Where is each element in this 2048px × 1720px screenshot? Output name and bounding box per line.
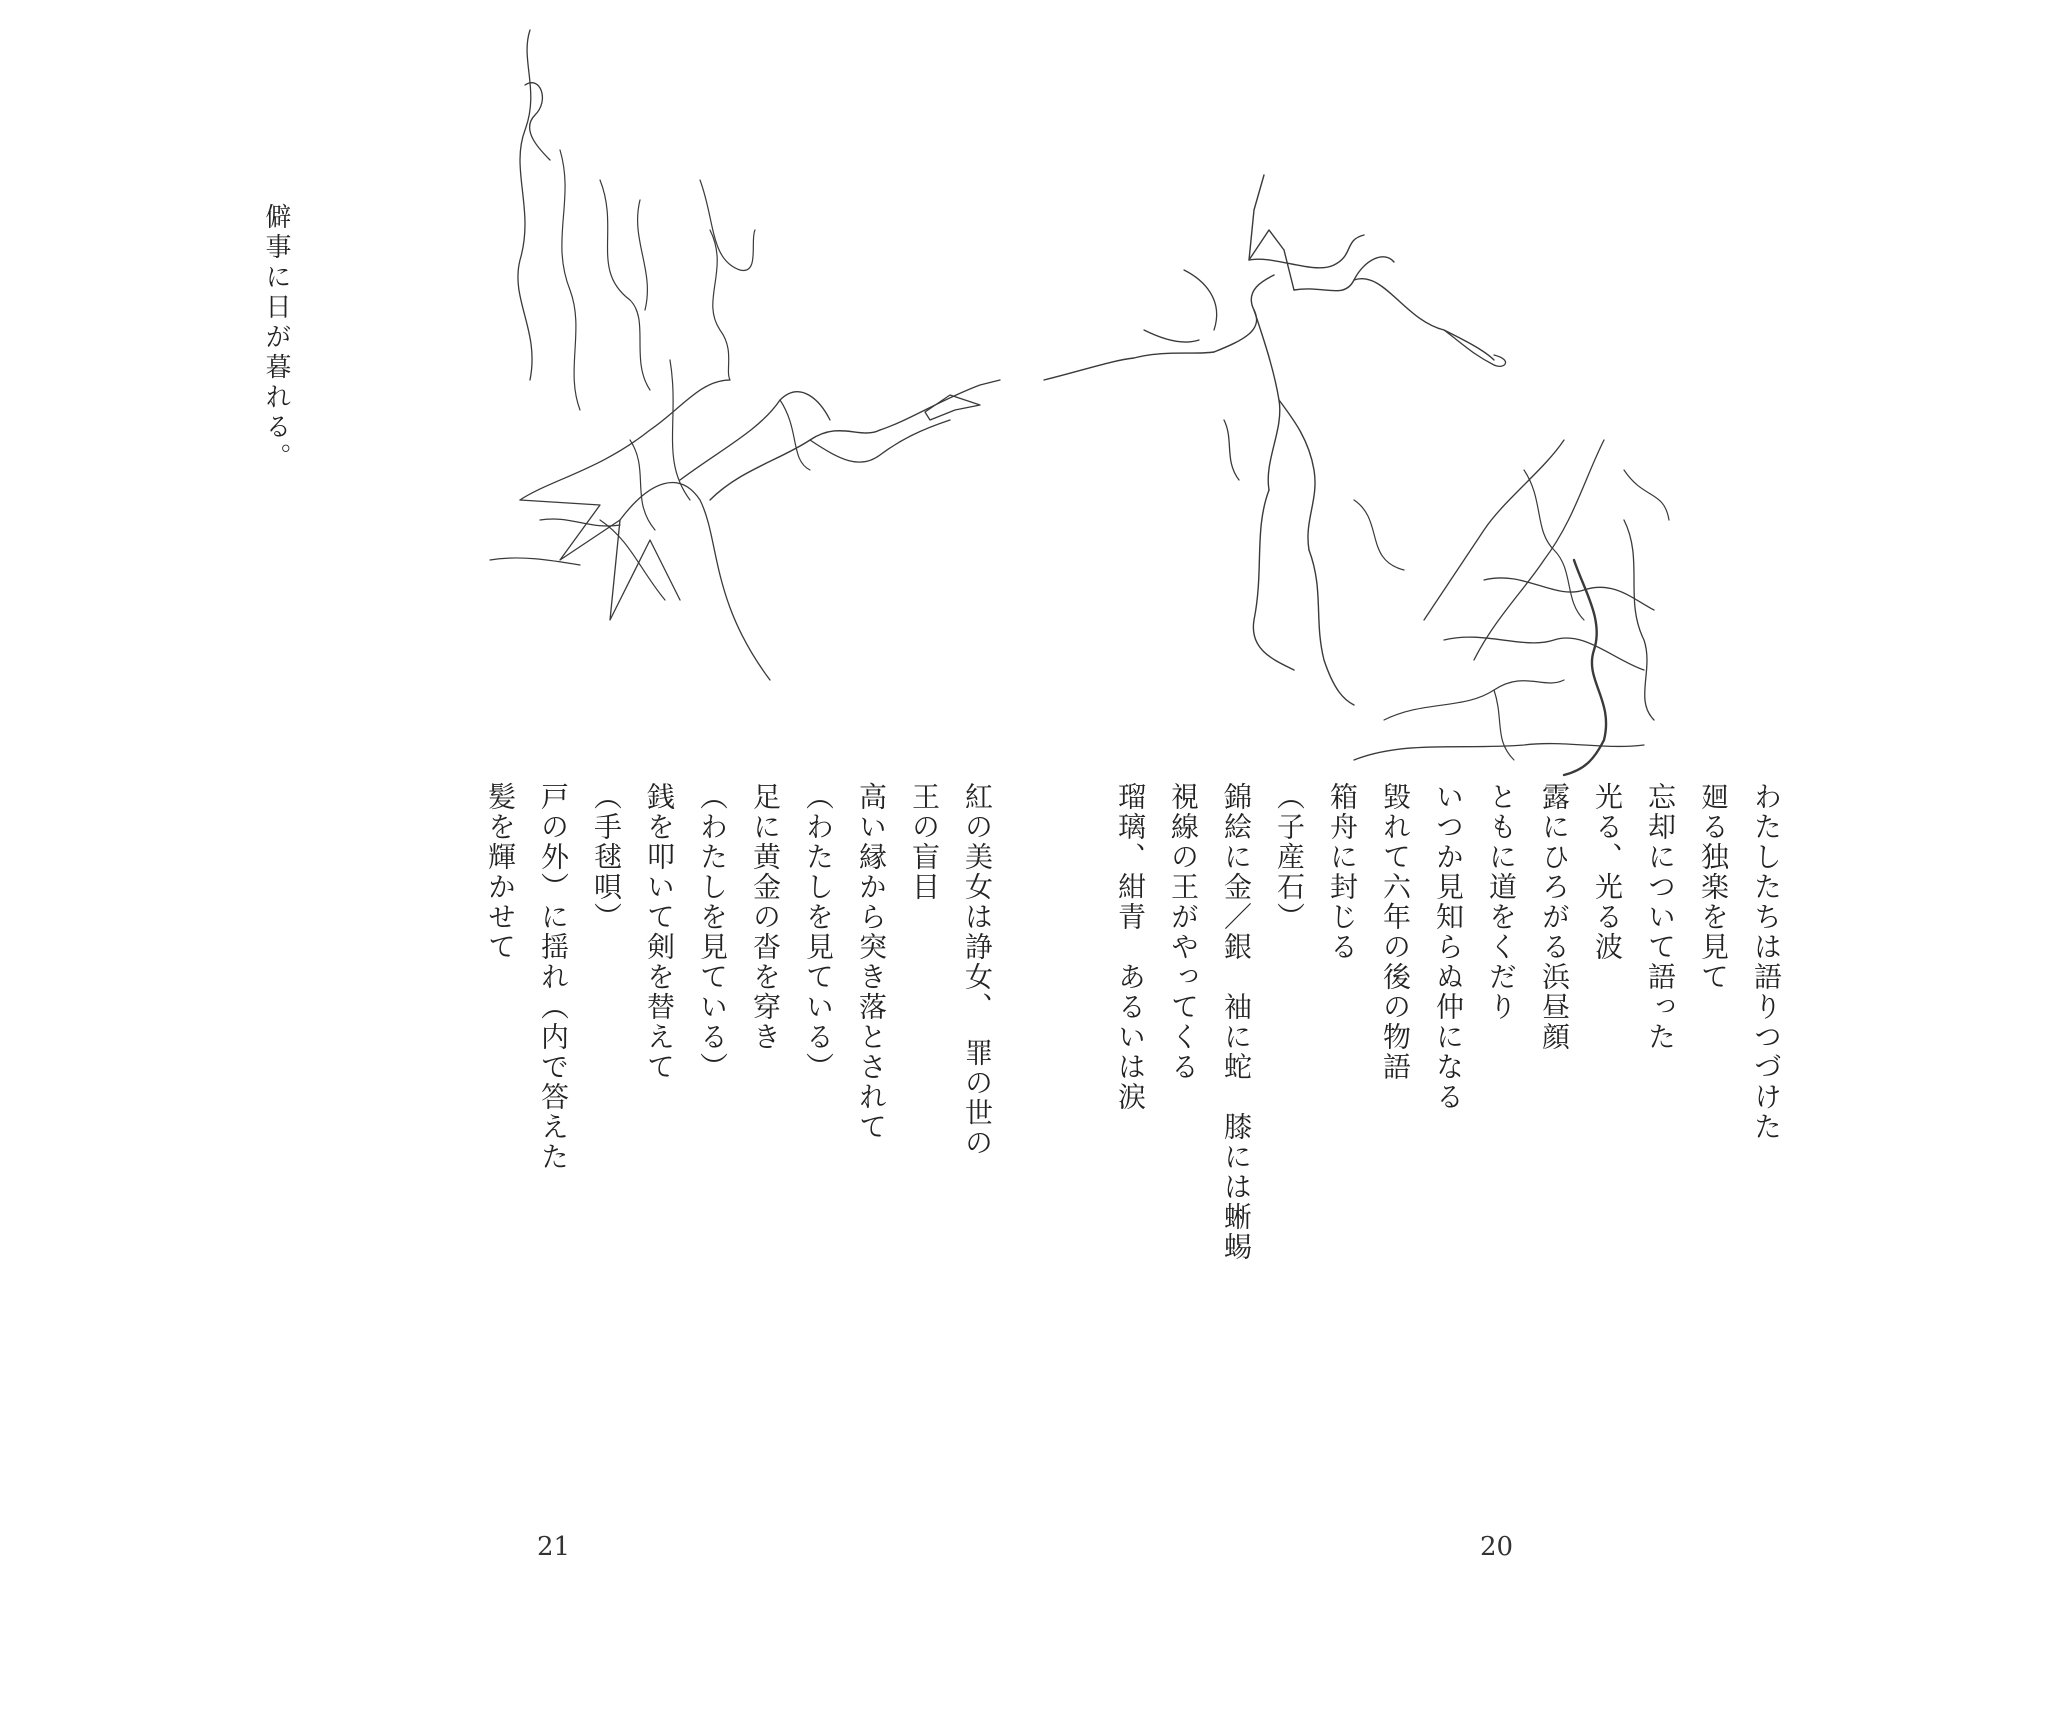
poem-line: 忘却について語った (1644, 782, 1677, 1052)
poem-line: （わたしを見ている） (696, 782, 729, 1082)
poem-line: 瑠璃、紺青 あるいは涙 (1114, 782, 1147, 1112)
poem-line: 露にひろがる浜昼顔 (1538, 782, 1571, 1052)
poem-line: （手毬唄） (590, 782, 623, 932)
poem-line: いつか見知らぬ仲になる (1432, 782, 1465, 1112)
poem-line: 毀れて六年の後の物語 (1379, 782, 1412, 1082)
pencil-drawing-left-icon (480, 0, 1010, 700)
poem-line: 錦絵に金／銀 袖に蛇 膝には蜥蜴 (1220, 782, 1253, 1262)
poem-block-right (1104, 782, 1793, 1262)
poem-line: 廻る独楽を見て (1697, 782, 1730, 992)
poem-line: 王の盲目 (908, 782, 941, 902)
poem-line: 戸の外）に揺れ（内で答えた (537, 782, 570, 1172)
page-number-left: 21 (537, 1532, 571, 1562)
pencil-drawing-right-icon (1024, 0, 1674, 780)
side-title: 僻事に日が暮れる。 (261, 203, 291, 473)
poem-line: （子産石） (1273, 782, 1306, 932)
right-page (1024, 0, 2048, 1720)
poem-line: 髪を輝かせて (484, 782, 517, 962)
poem-line: 高い縁から突き落とされて (855, 782, 888, 1142)
poem-line: ともに道をくだり (1485, 782, 1518, 1022)
poem-line: 箱舟に封じる (1326, 782, 1359, 962)
poem-line: 光る、光る波 (1591, 782, 1624, 962)
poem-line: 視線の王がやってくる (1167, 782, 1200, 1082)
page-number-right: 20 (1480, 1532, 1514, 1562)
poem-line: 銭を叩いて剣を替えて (643, 782, 676, 1082)
poem-line: 足に黄金の沓を穿き (749, 782, 782, 1052)
poem-line: わたしたちは語りつづけた (1750, 782, 1783, 1142)
poem-block-left (474, 782, 1004, 1172)
poem-line: （わたしを見ている） (802, 782, 835, 1082)
poem-line: 紅の美女は諍女、 罪の世の (961, 782, 994, 1158)
